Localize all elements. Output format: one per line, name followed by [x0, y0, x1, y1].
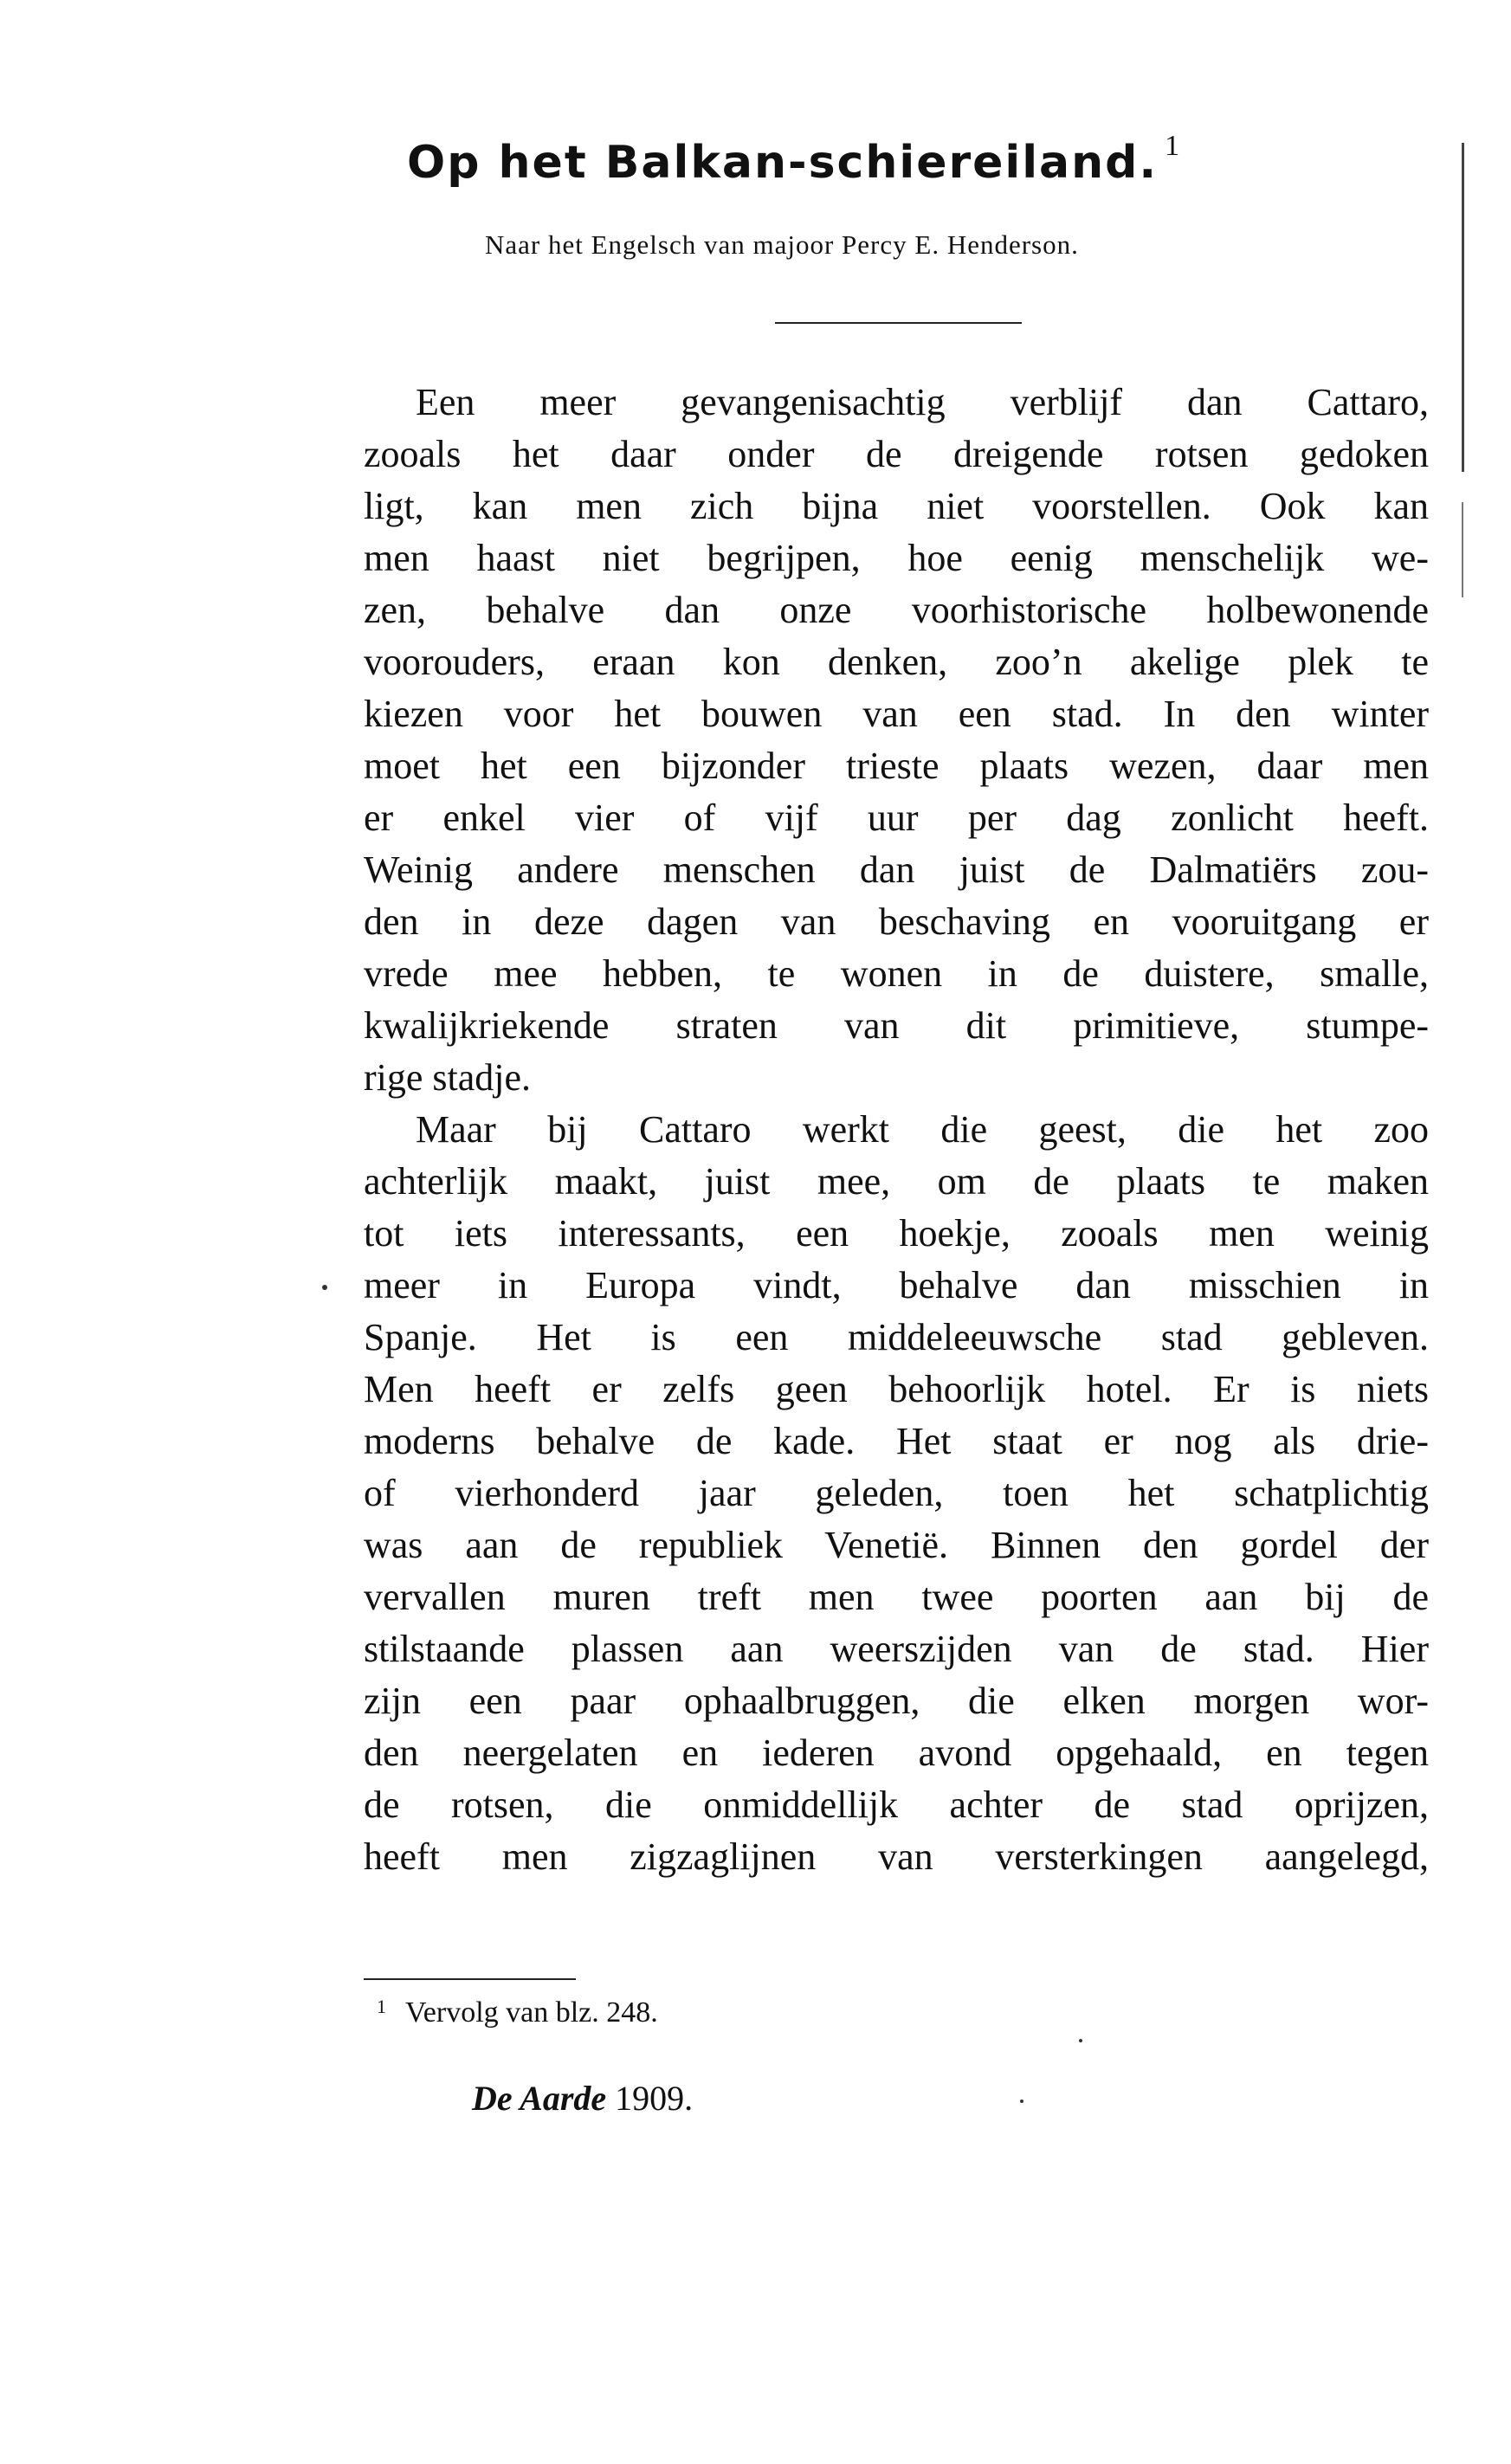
page-signature: [472, 2078, 693, 2119]
text-line-14: rige stadje.: [364, 1056, 532, 1099]
text-line-22: of vierhonderd jaar geleden, toen het schatplichtig: [364, 1472, 1429, 1514]
margin-line-lower: [1462, 502, 1463, 597]
text-line-26: zijn een paar ophaalbruggen, die elken morgen wor-: [364, 1680, 1429, 1722]
title-footnote-marker: 1: [1165, 130, 1182, 162]
journal-name: De Aarde: [472, 2079, 607, 2118]
text-line-28: de rotsen, die onmiddellijk achter de stad oprijzen,: [364, 1783, 1429, 1826]
text-line-19: Spanje. Het is een middeleeuwsche stad gebleven.: [364, 1316, 1429, 1358]
margin-dot: [322, 1285, 327, 1290]
article-title-text: Op het Balkan-schiereiland.: [407, 137, 1159, 189]
article-subtitle: Naar het Engelsch van majoor Percy E. Henderson.: [485, 229, 1079, 260]
text-line-15: Maar bij Cattaro werkt die geest, die het zoo: [416, 1108, 1429, 1151]
margin-line: [1462, 143, 1464, 472]
text-line-3: ligt, kan men zich bijna niet voorstellen. Ook kan: [364, 485, 1429, 527]
text-line-2: zooals het daar onder de dreigende rotsen gedoken: [364, 433, 1429, 475]
text-line-17: tot iets interessants, een hoekje, zooals men weinig: [364, 1212, 1429, 1255]
text-line-12: vrede mee hebben, te wonen in de duistere, smalle,: [364, 952, 1429, 995]
text-line-11: den in deze dagen van beschaving en vooruitgang er: [364, 900, 1429, 943]
text-line-5: zen, behalve dan onze voorhistorische holbewonende: [364, 589, 1429, 631]
footnote-text: Vervolg van blz. 248.: [405, 1996, 658, 2029]
title-rule: [775, 322, 1022, 324]
text-line-20: Men heeft er zelfs geen behoorlijk hotel. Er is niets: [364, 1368, 1429, 1410]
text-line-7: kiezen voor het bouwen van een stad. In den winter: [364, 693, 1429, 735]
text-line-16: achterlijk maakt, juist mee, om de plaats te maken: [364, 1160, 1429, 1203]
text-line-9: er enkel vier of vijf uur per dag zonlicht heeft.: [364, 797, 1429, 839]
text-line-1: Een meer gevangenisachtig verblijf dan Cattaro,: [416, 381, 1429, 423]
footnote-rule: [364, 1978, 576, 1980]
speck-dot: [1079, 2039, 1082, 2042]
article-title: [407, 130, 1446, 189]
journal-year: 1909.: [615, 2079, 694, 2118]
speck-dot-2: [1020, 2100, 1023, 2103]
footnote-marker: 1: [377, 1996, 386, 2017]
text-line-4: men haast niet begrijpen, hoe eenig menschelijk we-: [364, 537, 1429, 579]
text-line-27: den neergelaten en iederen avond opgehaald, en tegen: [364, 1732, 1429, 1774]
text-line-25: stilstaande plassen aan weerszijden van de stad. Hier: [364, 1628, 1429, 1670]
text-line-24: vervallen muren treft men twee poorten aan bij de: [364, 1576, 1429, 1618]
text-line-18: meer in Europa vindt, behalve dan misschien in: [364, 1264, 1429, 1306]
text-line-21: moderns behalve de kade. Het staat er nog als drie-: [364, 1420, 1429, 1462]
footnote: [377, 1996, 658, 2029]
text-line-6: voorouders, eraan kon denken, zoo’n akelige plek te: [364, 641, 1429, 683]
text-line-23: was aan de republiek Venetië. Binnen den gordel der: [364, 1524, 1429, 1566]
text-line-13: kwalijkriekende straten van dit primitieve, stumpe-: [364, 1004, 1429, 1047]
text-line-29: heeft men zigzaglijnen van versterkingen aangelegd,: [364, 1835, 1429, 1878]
body-text: [364, 377, 1429, 1883]
text-line-8: moet het een bijzonder trieste plaats wezen, daar men: [364, 745, 1429, 787]
text-line-10: Weinig andere menschen dan juist de Dalmatiërs zou-: [364, 848, 1429, 891]
